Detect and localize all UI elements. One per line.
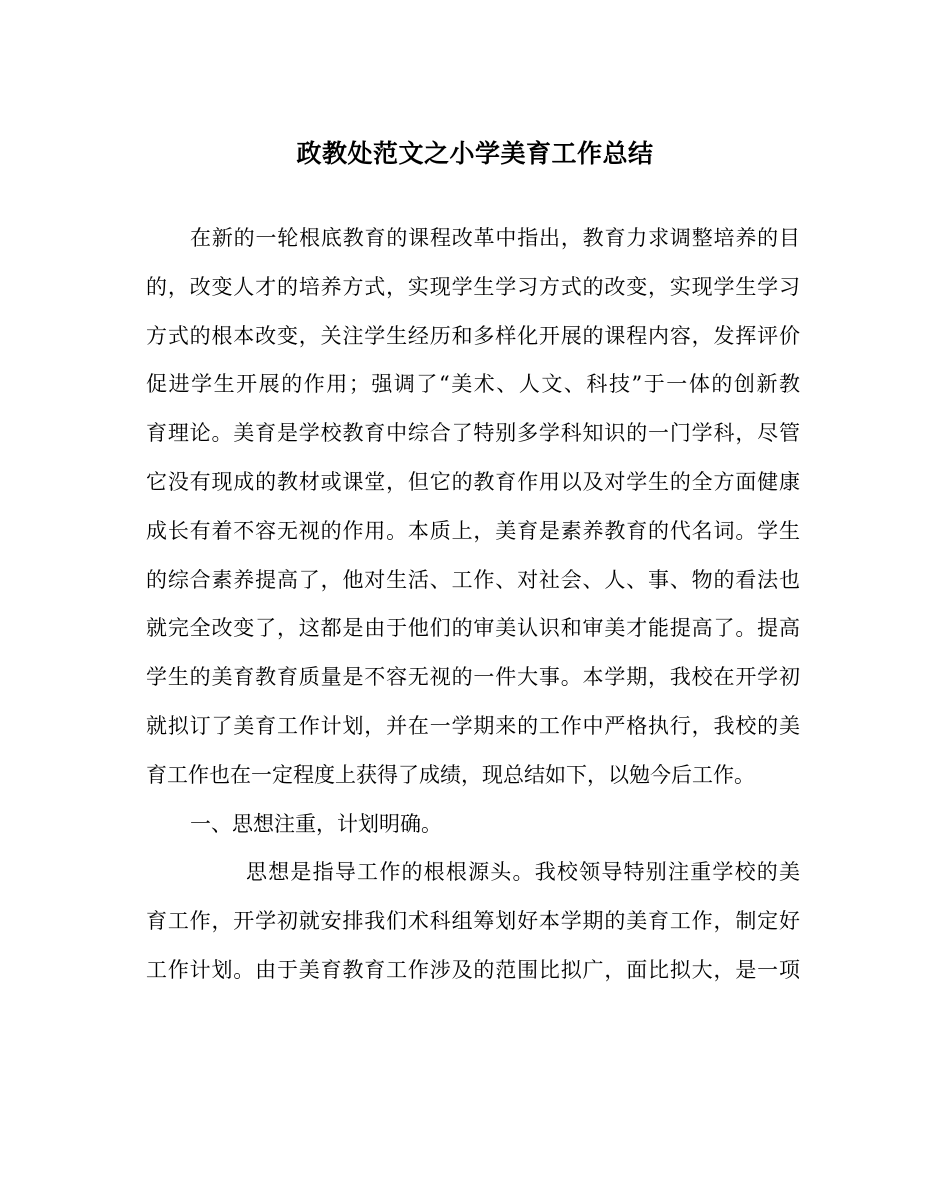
- paragraph-line: 学生的美育教育质量是不容无视的一件大事。本学期，我校在开学初: [146, 665, 800, 690]
- section-heading: 一、思想注重，计划明确。: [190, 811, 442, 836]
- paragraph-line: 成长有着不容无视的作用。本质上，美育是素养教育的代名词。学生: [146, 518, 800, 543]
- paragraph-line: 育工作，开学初就安排我们术科组筹划好本学期的美育工作，制定好: [146, 909, 800, 934]
- paragraph-line: 思想是指导工作的根根源头。我校领导特别注重学校的美: [246, 860, 800, 885]
- paragraph-line: 的综合素养提高了，他对生活、工作、对社会、人、事、物的看法也: [146, 567, 800, 592]
- document-body: [146, 220, 800, 1001]
- paragraph-line: 的，改变人才的培养方式，实现学生学习方式的改变，实现学生学习: [146, 274, 800, 299]
- paragraph-line: 方式的根本改变，关注学生经历和多样化开展的课程内容，发挥评价: [146, 323, 800, 348]
- paragraph-line: 就拟订了美育工作计划，并在一学期来的工作中严格执行，我校的美: [146, 713, 800, 738]
- paragraph-line: 育理论。美育是学校教育中综合了特别多学科知识的一门学科，尽管: [146, 421, 800, 446]
- paragraph-line: 就完全改变了，这都是由于他们的审美认识和审美才能提高了。提高: [146, 616, 800, 641]
- paragraph-line: 工作计划。由于美育教育工作涉及的范围比拟广，面比拟大，是一项: [146, 957, 800, 982]
- document-title: 政教处范文之小学美育工作总结: [296, 139, 654, 168]
- paragraph-line: 促进学生开展的作用；强调了“美术、人文、科技”于一体的创新教: [146, 372, 800, 397]
- paragraph-line: 育工作也在一定程度上获得了成绩，现总结如下，以勉今后工作。: [146, 762, 755, 787]
- paragraph-line: 在新的一轮根底教育的课程改革中指出，教育力求调整培养的目: [190, 226, 800, 250]
- paragraph-line: 它没有现成的教材或课堂，但它的教育作用以及对学生的全方面健康: [146, 469, 800, 494]
